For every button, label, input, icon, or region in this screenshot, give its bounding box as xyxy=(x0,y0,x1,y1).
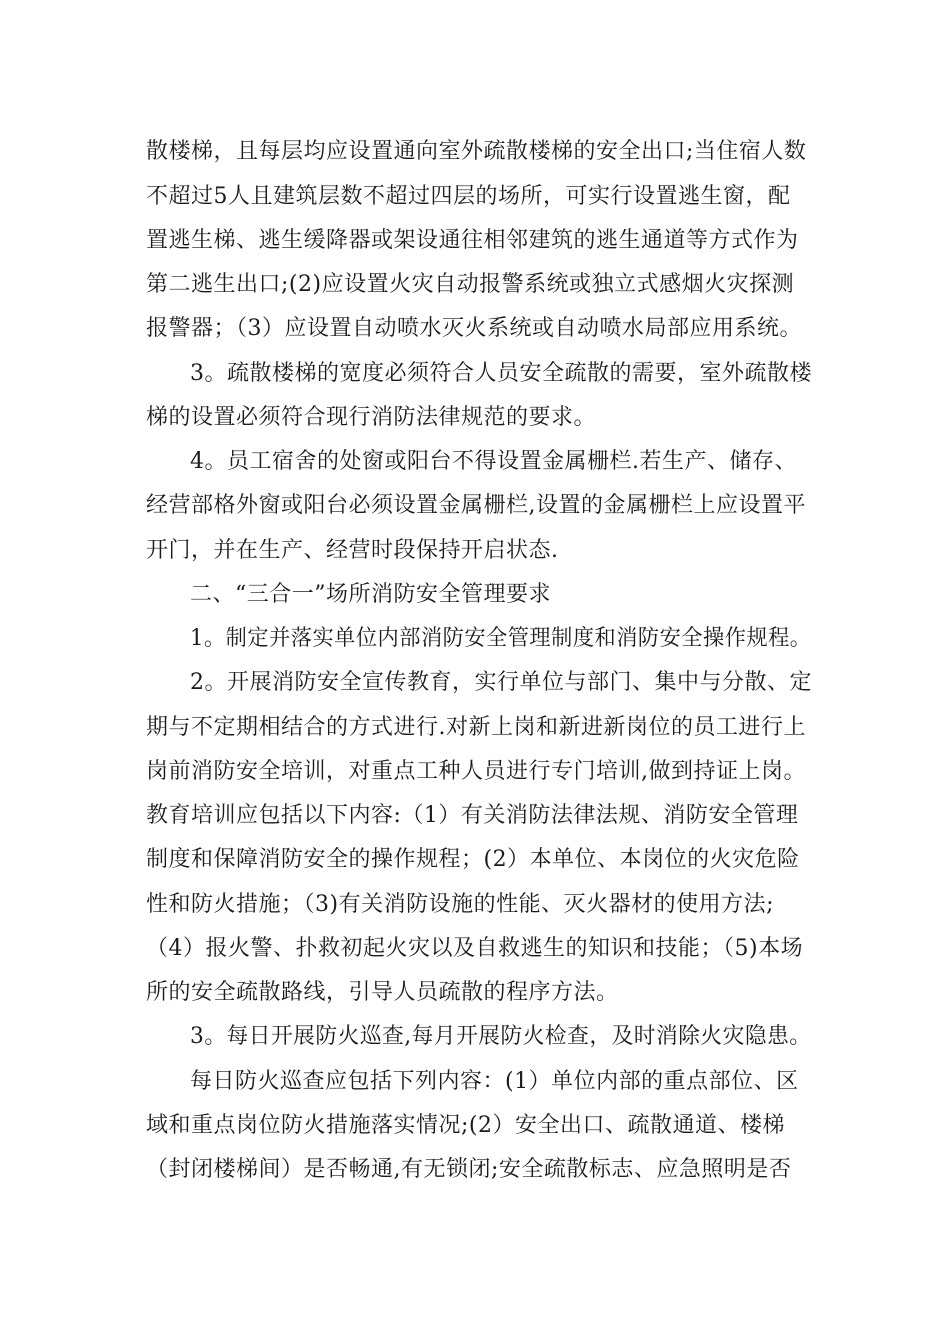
text-line: 置逃生梯、逃生缓降器或架设通往相邻建筑的逃生通道等方式作为 xyxy=(146,228,799,253)
text-line: 梯的设置必须符合现行消防法律规范的要求。 xyxy=(146,405,597,430)
text-line: 开门，并在生产、经营时段保持开启状态. xyxy=(146,538,559,563)
text-line: 所的安全疏散路线，引导人员疏散的程序方法。 xyxy=(146,980,619,1005)
paragraph-start-line: 1。制定并落实单位内部消防安全管理制度和消防安全操作规程。 xyxy=(190,626,812,651)
paragraph-start-line: 4。员工宿舍的处窗或阳台不得设置金属栅栏.若生产、储存、 xyxy=(190,449,797,474)
text-line: 经营部格外窗或阳台必须设置金属栅栏,设置的金属栅栏上应设置平 xyxy=(146,493,806,518)
text-line: 制度和保障消防安全的操作规程；(2）本单位、本岗位的火灾危险 xyxy=(146,847,800,872)
section-heading: 二、“三合一”场所消防安全管理要求 xyxy=(190,582,551,607)
text-line: 域和重点岗位防火措施落实情况;(2）安全出口、疏散通道、楼梯 xyxy=(146,1113,785,1138)
text-line: 报警器；（3）应设置自动喷水灭火系统或自动喷水局部应用系统。 xyxy=(146,316,802,341)
text-line: 第二逃生出口;(2)应设置火灾自动报警系统或独立式感烟火灾探测 xyxy=(146,272,795,297)
text-line: 不超过5人且建筑层数不超过四层的场所，可实行设置逃生窗，配 xyxy=(146,184,791,209)
paragraph-start-line: 3。疏散楼梯的宽度必须符合人员安全疏散的需要，室外疏散楼 xyxy=(190,361,812,386)
text-line: 性和防火措施；（3)有关消防设施的性能、灭火器材的使用方法; xyxy=(146,892,774,917)
text-line: 岗前消防安全培训，对重点工种人员进行专门培训,做到持证上岗。 xyxy=(146,759,806,784)
text-line: 期与不定期相结合的方式进行.对新上岗和新进新岗位的员工进行上 xyxy=(146,715,806,740)
text-line: 散楼梯，且每层均应设置通向室外疏散楼梯的安全出口;当住宿人数 xyxy=(146,139,807,164)
text-line: （4）报火警、扑救初起火灾以及自救逃生的知识和技能；（5)本场 xyxy=(146,936,804,961)
paragraph-start-line: 3。每日开展防火巡查,每月开展防火检查，及时消除火灾隐患。 xyxy=(190,1024,812,1049)
paragraph-start-line: 2。开展消防安全宣传教育，实行单位与部门、集中与分散、定 xyxy=(190,670,812,695)
paragraph-start-line: 每日防火巡查应包括下列内容：(1）单位内部的重点部位、区 xyxy=(190,1069,799,1094)
text-line: （封闭楼梯间）是否畅通,有无锁闭;安全疏散标志、应急照明是否 xyxy=(146,1157,792,1182)
text-line: 教育培训应包括以下内容:（1）有关消防法律法规、消防安全管理 xyxy=(146,803,799,828)
